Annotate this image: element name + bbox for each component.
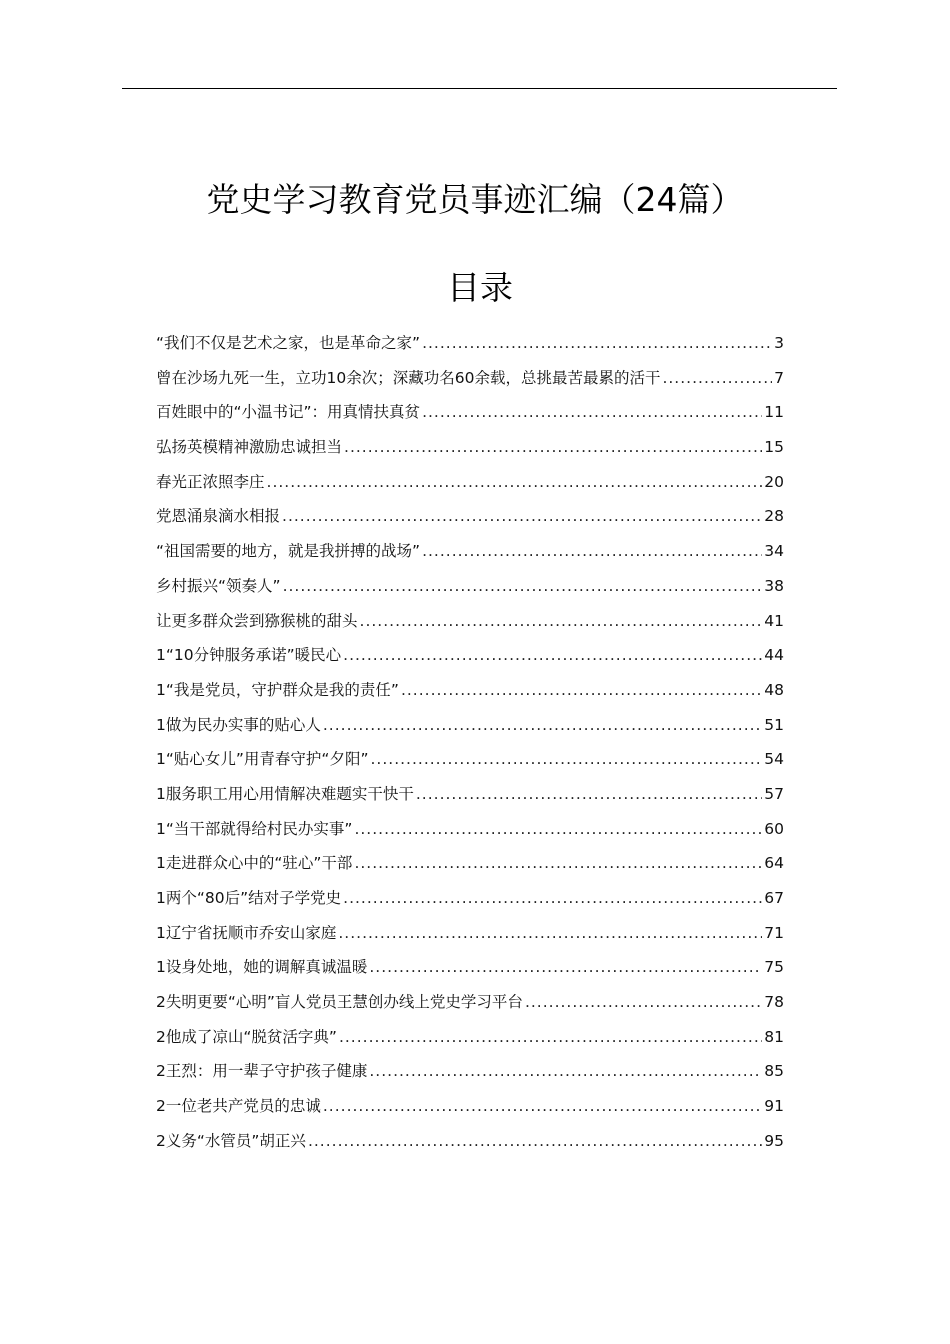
toc-entry-page: 34 <box>764 542 784 561</box>
toc-entry-page: 81 <box>764 1027 784 1046</box>
toc-leader-dots <box>267 465 763 500</box>
toc-entry[interactable] <box>156 1054 784 1089</box>
toc-entry-page: 3 <box>774 334 784 352</box>
toc-entry-page: 11 <box>764 403 784 422</box>
toc-leader-dots <box>525 985 762 1020</box>
toc-leader-dots <box>354 812 762 847</box>
toc-entry[interactable] <box>156 604 784 639</box>
toc-entry-page: 64 <box>764 854 784 873</box>
toc-entry[interactable] <box>156 812 784 847</box>
toc-entry[interactable] <box>156 846 784 881</box>
toc-entry[interactable] <box>156 673 784 708</box>
toc-entry-title: 1走进群众心中的“驻心”干部 <box>156 854 353 873</box>
toc-entry-title: 让更多群众尝到猕猴桃的甜头 <box>156 611 358 630</box>
toc-entry-page: 48 <box>764 680 784 699</box>
toc-entry[interactable] <box>156 638 784 673</box>
toc-leader-dots <box>343 881 762 916</box>
toc-entry-title: 乡村振兴“领奏人” <box>156 576 281 595</box>
toc-entry[interactable] <box>156 569 784 604</box>
toc-leader-dots <box>339 1020 762 1055</box>
toc-leader-dots <box>323 1089 762 1124</box>
toc-entry[interactable] <box>156 777 784 812</box>
toc-heading: 目录 <box>447 268 513 307</box>
toc-entry-page: 41 <box>764 611 784 630</box>
toc-entry-title: “祖国需要的地方，就是我拼搏的战场” <box>156 542 421 561</box>
toc-entry-title: 曾在沙场九死一生，立功10余次；深藏功名60余载，总挑最苦最累的活干 <box>156 368 661 387</box>
toc-entry-title: 弘扬英模精神激励忠诚担当 <box>156 438 343 457</box>
toc-leader-dots <box>401 673 762 708</box>
document-title: 党史学习教育党员事迹汇编（24篇） <box>206 180 744 219</box>
toc-leader-dots <box>338 916 762 951</box>
toc-entry[interactable] <box>156 465 784 500</box>
toc-entry-title: 2一位老共产党员的忠诚 <box>156 1097 321 1116</box>
toc-entry-title: 1辽宁省抚顺市乔安山家庭 <box>156 923 337 942</box>
toc-entry-page: 15 <box>764 438 784 457</box>
toc-entry-page: 95 <box>764 1131 784 1150</box>
toc-entry-title: “我们不仅是艺术之家，也是革命之家” <box>156 334 421 352</box>
table-of-contents <box>156 326 784 1159</box>
toc-entry-title: 1服务职工用心用情解决难题实干快干 <box>156 784 414 803</box>
toc-leader-dots <box>422 395 762 430</box>
toc-entry[interactable] <box>156 534 784 569</box>
toc-entry[interactable] <box>156 1020 784 1055</box>
toc-entry-page: 54 <box>764 750 784 769</box>
toc-entry[interactable] <box>156 326 784 361</box>
toc-entry-page: 51 <box>764 715 784 734</box>
toc-entry-page: 7 <box>774 368 784 387</box>
toc-entry[interactable] <box>156 1089 784 1124</box>
toc-leader-dots <box>369 1054 762 1089</box>
toc-entry[interactable] <box>156 395 784 430</box>
toc-entry[interactable] <box>156 499 784 534</box>
toc-leader-dots <box>282 499 762 534</box>
toc-leader-dots <box>422 534 762 569</box>
toc-leader-dots <box>416 777 762 812</box>
toc-entry-title: 1“贴心女儿”用青春守护“夕阳” <box>156 750 369 769</box>
toc-entry-title: 2义务“水管员”胡正兴 <box>156 1131 306 1150</box>
toc-entry-title: 1“我是党员，守护群众是我的责任” <box>156 680 399 699</box>
toc-entry[interactable] <box>156 361 784 396</box>
toc-entry[interactable] <box>156 881 784 916</box>
toc-leader-dots <box>354 846 762 881</box>
toc-entry-title: 1“当干部就得给村民办实事” <box>156 819 353 838</box>
toc-entry[interactable] <box>156 916 784 951</box>
toc-entry-title: 1做为民办实事的贴心人 <box>156 715 321 734</box>
toc-leader-dots <box>662 361 772 396</box>
toc-leader-dots <box>360 604 763 639</box>
toc-entry-title: 1两个“80后”结对子学党史 <box>156 889 342 907</box>
toc-entry-title: 百姓眼中的“小温书记”：用真情扶真贫 <box>156 403 421 422</box>
toc-leader-dots <box>283 569 763 604</box>
toc-entry-page: 85 <box>764 1062 784 1081</box>
toc-entry-title: 党恩涌泉滴水相报 <box>156 507 281 526</box>
toc-entry-title: 2王烈：用一辈子守护孩子健康 <box>156 1062 368 1081</box>
toc-leader-dots <box>370 742 762 777</box>
toc-leader-dots <box>344 430 762 465</box>
toc-entry-title: 2他成了凉山“脱贫活字典” <box>156 1027 337 1046</box>
toc-entry-page: 44 <box>764 646 784 665</box>
toc-entry-page: 71 <box>764 923 784 942</box>
toc-entry-page: 75 <box>764 958 784 977</box>
toc-entry[interactable] <box>156 742 784 777</box>
toc-entry-page: 20 <box>764 472 784 491</box>
toc-leader-dots <box>369 950 762 985</box>
toc-entry-title: 1“10分钟服务承诺”暖民心 <box>156 646 342 665</box>
toc-entry-page: 60 <box>764 819 784 838</box>
toc-entry[interactable] <box>156 430 784 465</box>
header-rule <box>122 88 837 89</box>
toc-entry-title: 2失明更要“心明”盲人党员王慧创办线上党史学习平台 <box>156 993 523 1012</box>
toc-entry-title: 1设身处地，她的调解真诚温暖 <box>156 958 368 977</box>
toc-entry[interactable] <box>156 708 784 743</box>
toc-entry-page: 57 <box>764 784 784 803</box>
toc-entry-page: 91 <box>764 1097 784 1116</box>
toc-leader-dots <box>323 708 762 743</box>
toc-entry-page: 38 <box>764 576 784 595</box>
toc-entry[interactable] <box>156 950 784 985</box>
toc-leader-dots <box>343 638 762 673</box>
toc-entry-page: 78 <box>764 993 784 1012</box>
toc-entry-page: 67 <box>764 889 784 907</box>
toc-entry[interactable] <box>156 1124 784 1159</box>
toc-entry[interactable] <box>156 985 784 1020</box>
toc-entry-page: 28 <box>764 507 784 526</box>
toc-entry-title: 春光正浓照李庄 <box>156 472 265 491</box>
toc-leader-dots <box>308 1124 762 1159</box>
toc-leader-dots <box>422 326 772 361</box>
